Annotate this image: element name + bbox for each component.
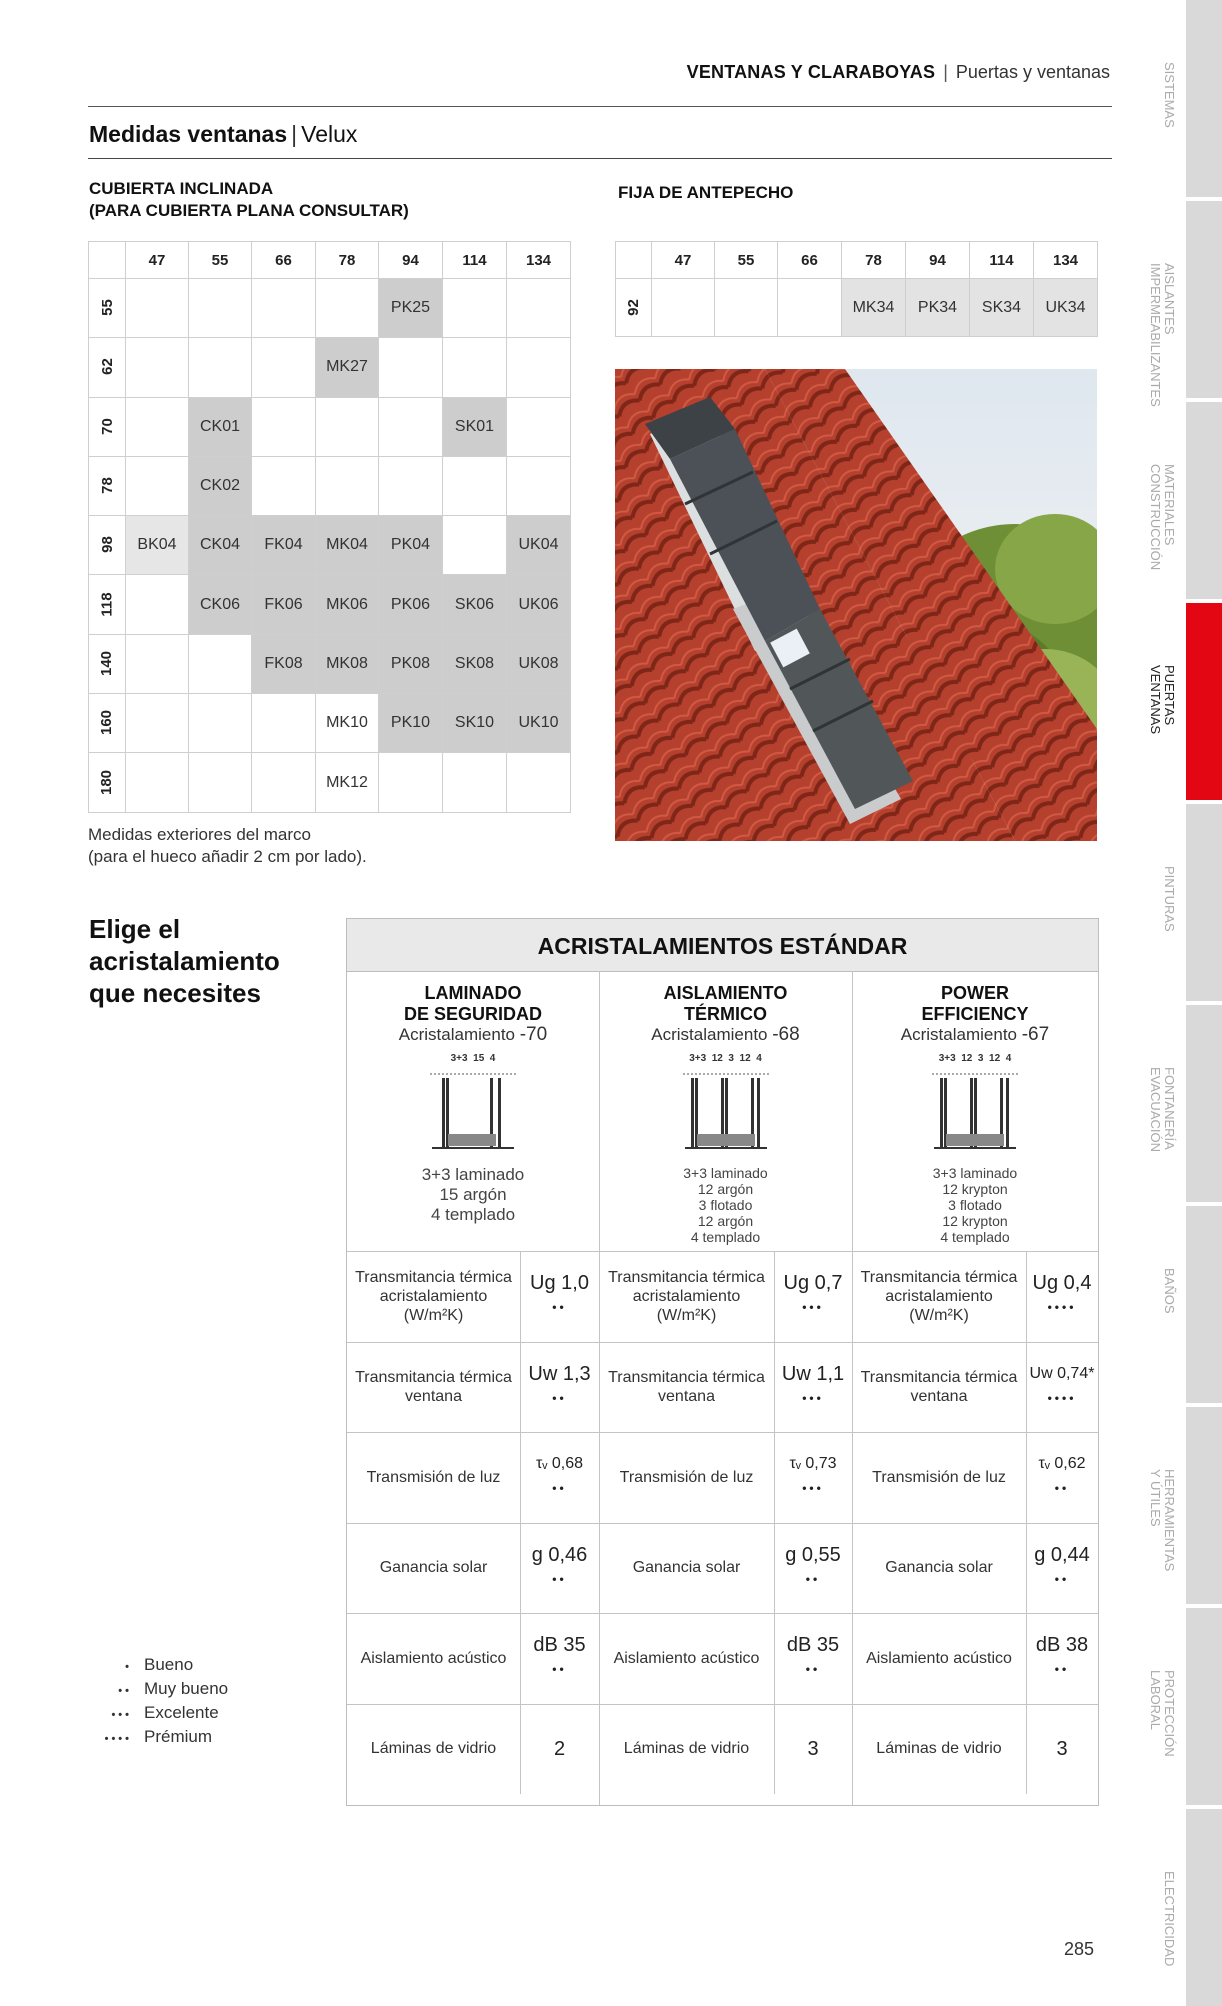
window-size-code: PK34 — [906, 279, 970, 337]
window-size-code: FK06 — [252, 575, 316, 634]
window-size-code: CK04 — [189, 516, 252, 575]
empty-cell — [189, 634, 252, 693]
empty-cell — [443, 456, 507, 515]
property-label: Transmisión de luz — [619, 1468, 754, 1486]
property-label: Láminas de vidrio — [876, 1740, 1002, 1758]
column-header: 55 — [715, 242, 778, 279]
empty-cell — [189, 338, 252, 397]
column-header: 55 — [189, 242, 252, 279]
rating-dots: ••• — [802, 1300, 824, 1314]
empty-cell — [126, 575, 189, 634]
table-row — [89, 279, 571, 338]
glazing-intro: Elige el acristalamiento que necesites — [89, 914, 280, 1008]
empty-cell — [443, 338, 507, 397]
property-label: Transmitancia térmica ventana — [608, 1368, 765, 1405]
rating-dots: •• — [1054, 1662, 1070, 1676]
window-size-code: BK04 — [126, 516, 189, 575]
section-tab[interactable] — [1186, 0, 1222, 197]
window-size-code: FK04 — [252, 516, 316, 575]
empty-cell — [252, 753, 316, 812]
property-value: g 0,44 •• — [1026, 1543, 1098, 1585]
window-size-code: PK06 — [379, 575, 443, 634]
row-height-label: 118 — [98, 592, 116, 617]
empty-cell — [126, 753, 189, 812]
row-header — [89, 634, 126, 693]
empty-cell — [252, 397, 316, 456]
empty-cell — [189, 694, 252, 753]
property-value: Ug 1,0 •• — [520, 1271, 599, 1313]
window-size-code: CK01 — [189, 397, 252, 456]
empty-cell — [126, 694, 189, 753]
empty-cell — [252, 279, 316, 338]
table-row — [89, 753, 571, 812]
window-size-code: PK08 — [379, 634, 443, 693]
rating-dots: •• — [805, 1662, 821, 1676]
rating-dots: •• — [1054, 1571, 1070, 1586]
section-subtitle: Puertas y ventanas — [955, 62, 1110, 82]
property-label: Ganancia solar — [632, 1559, 741, 1577]
table-row — [89, 338, 571, 397]
window-size-code: MK27 — [316, 338, 379, 397]
column-header: 78 — [842, 242, 906, 279]
table-row — [89, 694, 571, 753]
property-value: Uw 1,1 ••• — [774, 1362, 852, 1404]
property-value: dB 38 •• — [1026, 1633, 1098, 1675]
glazing-layers: 3+3 laminado 15 argón 4 templado — [421, 1165, 525, 1224]
divider — [599, 971, 600, 1805]
empty-cell — [316, 456, 379, 515]
property-label: Transmitancia térmica acristalamiento (W/m²K) — [355, 1268, 512, 1324]
glazing-code: Acristalamiento -68 — [651, 1024, 800, 1045]
legend-item — [90, 1678, 228, 1702]
divider — [852, 971, 853, 1805]
empty-cell — [126, 397, 189, 456]
property-label: Transmitancia térmica ventana — [355, 1368, 512, 1405]
empty-cell — [507, 397, 571, 456]
column-header: 78 — [316, 242, 379, 279]
rating-dots: •• — [552, 1571, 567, 1586]
window-size-code: SK10 — [443, 694, 507, 753]
legend-text: Prémium — [144, 1727, 213, 1746]
section-tab[interactable] — [1186, 1809, 1222, 2006]
legend-text: Muy bueno — [144, 1679, 229, 1698]
column-header: 94 — [906, 242, 970, 279]
property-value: τᵥ 0,73 ••• — [774, 1452, 852, 1494]
row-header — [89, 456, 126, 515]
column-header: 66 — [778, 242, 842, 279]
fixed-window-heading: FIJA DE ANTEPECHO — [618, 183, 794, 202]
section-tab-label: BAÑOS — [1162, 1268, 1177, 1314]
row-header — [89, 753, 126, 812]
section-tab-label: FONTANERÍA EVACUACIÓN — [1148, 1067, 1177, 1152]
section-tab-label: PINTURAS — [1162, 866, 1177, 932]
empty-cell — [126, 279, 189, 338]
roof-window-photo — [615, 369, 1097, 841]
property-label: Transmitancia térmica acristalamiento (W/m²K) — [608, 1268, 765, 1324]
window-size-code: UK08 — [507, 634, 571, 693]
property-label: Aislamiento acústico — [866, 1649, 1012, 1667]
empty-cell — [379, 338, 443, 397]
column-header: 47 — [126, 242, 189, 279]
window-size-code: MK10 — [316, 694, 379, 753]
window-size-code: PK25 — [379, 279, 443, 338]
property-value: Ug 0,4 •••• — [1026, 1271, 1098, 1313]
section-tab[interactable] — [1186, 804, 1222, 1001]
rating-dots: ••• — [802, 1390, 824, 1405]
rating-dots: •••• — [1047, 1390, 1077, 1405]
empty-cell — [507, 753, 571, 812]
glazing-layers: 3+3 laminado 12 argón 3 flotado 12 argón 4 templado — [683, 1165, 768, 1245]
property-value: τᵥ 0,62 •• — [1026, 1452, 1098, 1494]
empty-cell — [126, 634, 189, 693]
table-row — [89, 634, 571, 693]
glazing-table-title: ACRISTALAMIENTOS ESTÁNDAR — [347, 919, 1098, 972]
property-value: dB 35 •• — [774, 1633, 852, 1675]
column-header: 66 — [252, 242, 316, 279]
section-tab-label: PROTECCIÓN LABORAL — [1148, 1670, 1177, 1757]
empty-cell — [316, 397, 379, 456]
property-label: Aislamiento acústico — [613, 1649, 760, 1667]
property-label: Aislamiento acústico — [360, 1649, 507, 1667]
rating-dots: •••• — [104, 1733, 132, 1745]
row-height-label: 180 — [98, 769, 116, 795]
rating-dots: •• — [118, 1685, 132, 1697]
window-size-code: UK10 — [507, 694, 571, 753]
empty-cell — [715, 279, 778, 337]
table-row — [616, 279, 1098, 337]
window-size-code: MK08 — [316, 634, 379, 693]
rating-dots: •• — [1054, 1481, 1070, 1495]
section-tab[interactable] — [1186, 201, 1222, 398]
property-value: 3 — [807, 1737, 819, 1760]
property-value: g 0,55 •• — [774, 1543, 852, 1585]
legend-item — [90, 1726, 228, 1750]
rating-dots: •• — [552, 1662, 567, 1676]
row-header — [89, 279, 126, 338]
window-size-code: MK06 — [316, 575, 379, 634]
row-height-label: 62 — [98, 358, 116, 376]
property-value: 3 — [1056, 1737, 1068, 1760]
rating-dots: •• — [805, 1571, 821, 1586]
window-size-code: CK06 — [189, 575, 252, 634]
section-tab[interactable] — [1186, 1206, 1222, 1403]
column-header: 94 — [379, 242, 443, 279]
page-title: Medidas ventanas | Velux — [89, 121, 358, 147]
section-tab[interactable] — [1186, 1407, 1222, 1604]
empty-cell — [443, 279, 507, 338]
row-header — [89, 516, 126, 575]
rating-legend — [90, 1654, 228, 1750]
rating-dots: ••• — [111, 1709, 132, 1721]
row-height-label: 78 — [98, 477, 116, 494]
page-number: 285 — [1064, 1939, 1095, 1959]
glass-pane-icon — [930, 1064, 1020, 1154]
property-label: Láminas de vidrio — [370, 1740, 497, 1758]
column-header: 114 — [970, 242, 1034, 279]
section-tab-label: MATERIALES CONSTRUCCIÓN — [1148, 464, 1177, 571]
window-size-code: SK08 — [443, 634, 507, 693]
table-row — [89, 575, 571, 634]
glass-pane-icon — [681, 1064, 771, 1154]
glazing-option-name: POWER EFFICIENCY — [921, 983, 1029, 1024]
glazing-option — [347, 971, 599, 1251]
empty-cell — [379, 753, 443, 812]
empty-cell — [316, 279, 379, 338]
rating-dots: • — [125, 1661, 132, 1673]
window-size-code: FK08 — [252, 634, 316, 693]
table-row — [89, 397, 571, 456]
divider — [88, 106, 1112, 107]
empty-cell — [778, 279, 842, 337]
column-header: 114 — [443, 242, 507, 279]
window-size-code: PK04 — [379, 516, 443, 575]
section-tab-label: AISLANTES IMPERMEABILIZANTES — [1148, 263, 1177, 407]
page-title-main: Medidas ventanas — [89, 121, 288, 147]
row-header — [89, 397, 126, 456]
glass-pane-icon — [428, 1064, 518, 1154]
glazing-option-name: LAMINADO DE SEGURIDAD — [403, 983, 542, 1024]
roof-window-illustration — [615, 369, 1097, 841]
legend-text: Bueno — [144, 1655, 194, 1674]
section-tab-label: SISTEMAS — [1162, 62, 1177, 128]
row-header — [89, 575, 126, 634]
property-value: Uw 1,3 •• — [520, 1362, 599, 1404]
section-header: VENTANAS Y CLARABOYAS | Puertas y ventanas — [686, 62, 1110, 82]
empty-cell — [252, 456, 316, 515]
property-label: Láminas de vidrio — [623, 1740, 750, 1758]
glazing-option-name: AISLAMIENTO TÉRMICO — [663, 983, 788, 1024]
divider — [88, 158, 1112, 159]
property-value: dB 35 •• — [520, 1633, 599, 1675]
legend-item — [90, 1702, 228, 1726]
empty-cell — [507, 279, 571, 338]
table-row — [89, 516, 571, 575]
glazing-option — [852, 971, 1098, 1251]
fixed-size-table — [615, 241, 1098, 337]
row-height-label: 70 — [98, 417, 116, 435]
property-label: Transmitancia térmica acristalamiento (W/m²K) — [860, 1268, 1018, 1324]
section-tab[interactable] — [1186, 603, 1222, 800]
glazing-layers: 3+3 laminado 12 krypton 3 flotado 12 krypton 4 templado — [932, 1165, 1018, 1245]
legend-text: Excelente — [144, 1703, 219, 1722]
section-tab[interactable] — [1186, 1608, 1222, 1805]
section-tab[interactable] — [1186, 402, 1222, 599]
glazing-code: Acristalamiento -67 — [900, 1024, 1050, 1045]
empty-cell — [443, 516, 507, 575]
row-header — [89, 338, 126, 397]
glazing-cross-section-diagram: 3+3 12 3 12 4 — [852, 1053, 1098, 1165]
glazing-code: Acristalamiento -70 — [398, 1024, 548, 1045]
glazing-option — [599, 971, 852, 1251]
row-height-label: 160 — [98, 710, 116, 736]
empty-cell — [507, 338, 571, 397]
table-row — [89, 456, 571, 515]
row-height-label: 55 — [98, 299, 116, 316]
section-title: VENTANAS Y CLARABOYAS — [686, 62, 936, 82]
empty-cell — [252, 694, 316, 753]
rating-dots: •• — [552, 1300, 567, 1314]
empty-cell — [379, 397, 443, 456]
page-title-brand: Velux — [301, 121, 358, 147]
empty-cell — [126, 456, 189, 515]
glazing-cross-section-diagram: 3+3 12 3 12 4 — [599, 1053, 852, 1165]
legend-item — [90, 1654, 228, 1678]
empty-cell — [189, 279, 252, 338]
empty-cell — [652, 279, 715, 337]
window-size-code: SK34 — [970, 279, 1034, 337]
glazing-cross-section-diagram: 3+3 15 4 — [347, 1053, 599, 1165]
property-label: Transmisión de luz — [872, 1468, 1006, 1486]
column-header: 134 — [507, 242, 571, 279]
row-height-label: 92 — [625, 298, 642, 316]
rating-dots: •• — [552, 1481, 567, 1495]
column-header: 47 — [652, 242, 715, 279]
empty-cell — [126, 338, 189, 397]
window-size-code: MK12 — [316, 753, 379, 812]
property-value: g 0,46 •• — [520, 1543, 599, 1585]
window-size-code: SK01 — [443, 397, 507, 456]
window-size-code: SK06 — [443, 575, 507, 634]
row-header — [616, 279, 652, 337]
property-label: Transmitancia térmica ventana — [860, 1368, 1018, 1405]
window-size-code: UK06 — [507, 575, 571, 634]
property-label: Ganancia solar — [885, 1559, 993, 1577]
window-size-code: PK10 — [379, 694, 443, 753]
column-header: 134 — [1034, 242, 1098, 279]
section-tab[interactable] — [1186, 1005, 1222, 1202]
glazing-table — [346, 918, 1099, 1806]
rating-dots: •••• — [1047, 1300, 1077, 1314]
empty-cell — [252, 338, 316, 397]
window-size-code: MK34 — [842, 279, 906, 337]
property-value: τᵥ 0,68 •• — [520, 1452, 599, 1494]
property-value: Ug 0,7 ••• — [774, 1271, 852, 1313]
empty-cell — [507, 456, 571, 515]
window-size-code: UK04 — [507, 516, 571, 575]
window-size-code: UK34 — [1034, 279, 1098, 337]
window-size-code: MK04 — [316, 516, 379, 575]
rating-dots: •• — [552, 1390, 567, 1405]
section-tab-label: ELECTRICIDAD — [1162, 1871, 1177, 1967]
row-header — [89, 694, 126, 753]
window-size-code: CK02 — [189, 456, 252, 515]
section-tab-label: HERRAMIENTAS Y ÚTILES — [1148, 1469, 1177, 1572]
section-tab-label: PUERTAS VENTANAS — [1148, 665, 1177, 735]
row-height-label: 140 — [98, 650, 116, 676]
row-height-label: 98 — [98, 536, 116, 554]
measurement-note: Medidas exteriores del marco (para el hueco añadir 2 cm por lado). — [88, 825, 367, 866]
property-value: Uw 0,74* •••• — [1026, 1362, 1098, 1404]
inclined-size-table — [88, 241, 571, 813]
empty-cell — [189, 753, 252, 812]
rating-dots: ••• — [802, 1481, 824, 1495]
property-label: Ganancia solar — [379, 1559, 488, 1577]
property-value: 2 — [553, 1737, 566, 1760]
inclined-roof-heading: CUBIERTA INCLINADA (PARA CUBIERTA PLANA CONSULTAR) — [89, 179, 409, 220]
empty-cell — [379, 456, 443, 515]
empty-cell — [443, 753, 507, 812]
property-label: Transmisión de luz — [366, 1468, 501, 1486]
